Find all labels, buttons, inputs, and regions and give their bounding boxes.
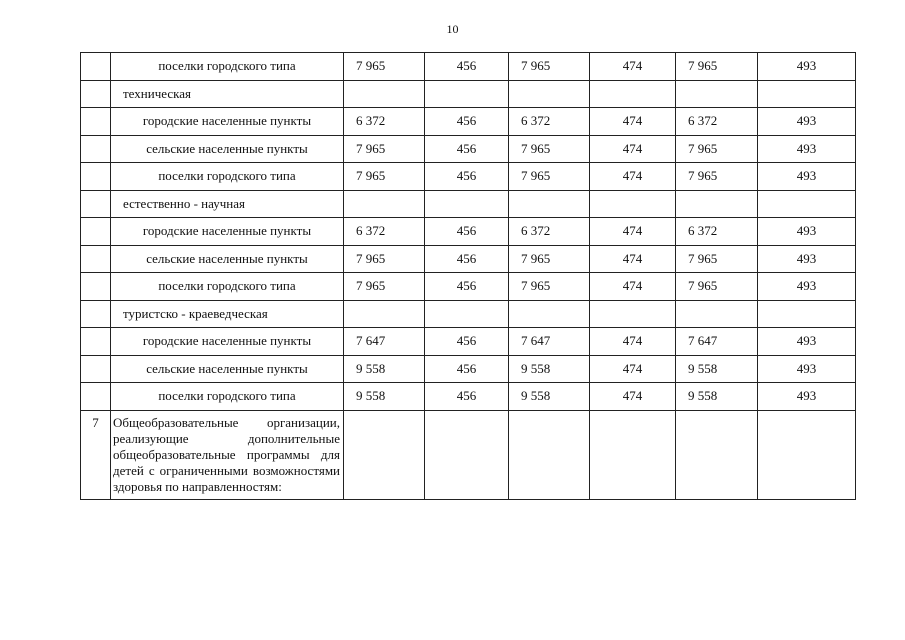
value-cell: 9 558 <box>676 383 758 411</box>
value-cell <box>676 190 758 218</box>
value-cell: 7 965 <box>676 135 758 163</box>
value-cell: 456 <box>425 245 509 273</box>
row-number-cell <box>81 218 111 246</box>
value-cell: 474 <box>590 218 676 246</box>
value-cell: 456 <box>425 53 509 81</box>
direction-heading-cell: техническая <box>111 80 344 108</box>
value-cell: 9 558 <box>344 383 425 411</box>
value-cell: 7 965 <box>344 53 425 81</box>
tariff-table <box>80 52 856 500</box>
value-cell: 493 <box>758 328 856 356</box>
row-number-cell <box>81 135 111 163</box>
value-cell <box>758 410 856 499</box>
value-cell: 456 <box>425 218 509 246</box>
table-body <box>81 53 856 500</box>
value-cell: 7 965 <box>344 135 425 163</box>
value-cell: 493 <box>758 383 856 411</box>
settlement-type-cell: поселки городского типа <box>111 383 344 411</box>
value-cell: 7 965 <box>676 163 758 191</box>
value-cell: 493 <box>758 163 856 191</box>
direction-heading-cell: туристско - краеведческая <box>111 300 344 328</box>
settlement-type-cell: городские населенные пункты <box>111 108 344 136</box>
value-cell <box>758 190 856 218</box>
page-number: 10 <box>446 22 459 36</box>
value-cell <box>590 300 676 328</box>
row-number-cell <box>81 273 111 301</box>
value-cell: 7 647 <box>344 328 425 356</box>
settlement-type-cell: городские населенные пункты <box>111 218 344 246</box>
table-row <box>81 163 856 191</box>
value-cell: 474 <box>590 383 676 411</box>
value-cell: 7 965 <box>509 135 590 163</box>
table-row <box>81 383 856 411</box>
value-cell: 456 <box>425 383 509 411</box>
value-cell: 474 <box>590 163 676 191</box>
value-cell: 7 965 <box>676 53 758 81</box>
table-row <box>81 355 856 383</box>
row-number-cell: 7 <box>81 410 111 499</box>
value-cell: 7 647 <box>509 328 590 356</box>
value-cell <box>509 300 590 328</box>
value-cell: 493 <box>758 218 856 246</box>
value-cell <box>509 410 590 499</box>
value-cell <box>344 300 425 328</box>
value-cell <box>676 300 758 328</box>
value-cell <box>758 300 856 328</box>
value-cell <box>590 80 676 108</box>
value-cell: 7 965 <box>676 273 758 301</box>
value-cell: 9 558 <box>509 383 590 411</box>
value-cell: 456 <box>425 135 509 163</box>
value-cell: 7 965 <box>509 163 590 191</box>
value-cell <box>676 410 758 499</box>
row-number-cell <box>81 300 111 328</box>
settlement-type-cell: сельские населенные пункты <box>111 135 344 163</box>
value-cell: 474 <box>590 135 676 163</box>
table-row <box>81 135 856 163</box>
value-cell: 474 <box>590 355 676 383</box>
value-cell: 493 <box>758 135 856 163</box>
direction-heading-cell: естественно - научная <box>111 190 344 218</box>
row-number-cell <box>81 108 111 136</box>
value-cell: 9 558 <box>509 355 590 383</box>
value-cell: 474 <box>590 53 676 81</box>
table-row-7 <box>81 410 856 499</box>
value-cell: 6 372 <box>509 108 590 136</box>
value-cell: 493 <box>758 355 856 383</box>
value-cell: 493 <box>758 108 856 136</box>
organization-description-cell: Общеобразовательные организации, реализующие дополнительные общеобразовательные программы для детей с ограниченными возможностями здоровья по направленностям: <box>111 410 344 499</box>
value-cell: 493 <box>758 245 856 273</box>
value-cell <box>509 80 590 108</box>
value-cell: 456 <box>425 328 509 356</box>
settlement-type-cell: городские населенные пункты <box>111 328 344 356</box>
value-cell: 7 647 <box>676 328 758 356</box>
value-cell: 7 965 <box>509 245 590 273</box>
value-cell <box>344 80 425 108</box>
value-cell <box>344 410 425 499</box>
row-number-cell <box>81 328 111 356</box>
settlement-type-cell: поселки городского типа <box>111 163 344 191</box>
value-cell <box>509 190 590 218</box>
table-row <box>81 245 856 273</box>
value-cell: 456 <box>425 355 509 383</box>
value-cell <box>590 190 676 218</box>
value-cell <box>425 300 509 328</box>
settlement-type-cell: поселки городского типа <box>111 53 344 81</box>
value-cell: 474 <box>590 328 676 356</box>
value-cell: 7 965 <box>676 245 758 273</box>
settlement-type-cell: сельские населенные пункты <box>111 245 344 273</box>
value-cell: 6 372 <box>344 108 425 136</box>
value-cell: 9 558 <box>344 355 425 383</box>
value-cell: 6 372 <box>676 108 758 136</box>
table-row <box>81 53 856 81</box>
settlement-type-cell: сельские населенные пункты <box>111 355 344 383</box>
value-cell <box>590 410 676 499</box>
value-cell: 456 <box>425 108 509 136</box>
table-row <box>81 108 856 136</box>
value-cell: 456 <box>425 163 509 191</box>
table-row <box>81 218 856 246</box>
table-row <box>81 80 856 108</box>
row-number-cell <box>81 80 111 108</box>
value-cell: 6 372 <box>676 218 758 246</box>
value-cell: 493 <box>758 273 856 301</box>
settlement-type-cell: поселки городского типа <box>111 273 344 301</box>
value-cell: 474 <box>590 273 676 301</box>
value-cell: 456 <box>425 273 509 301</box>
value-cell: 7 965 <box>344 245 425 273</box>
value-cell <box>676 80 758 108</box>
value-cell <box>425 80 509 108</box>
value-cell <box>425 410 509 499</box>
table-row <box>81 328 856 356</box>
row-number-cell <box>81 190 111 218</box>
value-cell <box>758 80 856 108</box>
value-cell: 9 558 <box>676 355 758 383</box>
value-cell: 7 965 <box>509 273 590 301</box>
value-cell: 474 <box>590 108 676 136</box>
value-cell: 7 965 <box>344 163 425 191</box>
row-number-cell <box>81 383 111 411</box>
value-cell: 7 965 <box>509 53 590 81</box>
value-cell: 474 <box>590 245 676 273</box>
table-row <box>81 190 856 218</box>
value-cell: 6 372 <box>509 218 590 246</box>
table-row <box>81 300 856 328</box>
value-cell: 493 <box>758 53 856 81</box>
row-number-cell <box>81 53 111 81</box>
row-number-cell <box>81 245 111 273</box>
value-cell <box>344 190 425 218</box>
row-number-cell <box>81 163 111 191</box>
value-cell: 7 965 <box>344 273 425 301</box>
value-cell <box>425 190 509 218</box>
value-cell: 6 372 <box>344 218 425 246</box>
table-row <box>81 273 856 301</box>
row-number-cell <box>81 355 111 383</box>
